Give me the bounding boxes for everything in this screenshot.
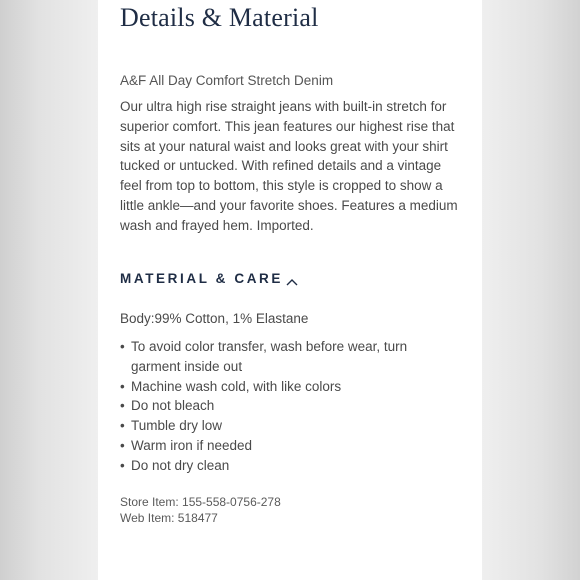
bullet: • <box>120 437 125 453</box>
list-item <box>120 377 460 397</box>
product-description: Our ultra high rise straight jeans with built-in stretch for superior comfort. This jean features our highest rise that sits at your natural waist and looks great with your shirt tucked or untucked. With refined details and a vintage feel from top to bottom, this style is cropped to show a little ankle—and your favorite shoes. Features a medium wash and frayed hem. Imported. <box>120 99 458 233</box>
list-item <box>120 416 460 436</box>
care-instruction: Warm iron if needed <box>131 437 253 453</box>
web-item-number: Web Item: 518477 <box>120 511 218 525</box>
care-instruction: Machine wash cold, with like colors <box>131 378 342 394</box>
backdrop-right <box>482 0 580 580</box>
care-instruction: Tumble dry low <box>131 418 223 434</box>
store-item-number: Store Item: 155-558-0756-278 <box>120 495 281 509</box>
material-care-header: MATERIAL & CARE <box>120 271 283 286</box>
list-item <box>120 436 460 456</box>
care-instructions-list <box>120 337 460 476</box>
material-care-toggle[interactable] <box>120 271 299 286</box>
care-instruction: Do not dry clean <box>131 457 230 473</box>
bullet: • <box>120 398 125 414</box>
material-composition: Body:99% Cotton, 1% Elastane <box>120 311 309 326</box>
bullet: • <box>120 418 125 434</box>
bullet: • <box>120 339 125 354</box>
details-panel <box>98 0 482 580</box>
backdrop-left <box>0 0 98 580</box>
product-name: A&F All Day Comfort Stretch Denim <box>120 73 334 88</box>
list-item <box>120 456 460 476</box>
list-item <box>120 396 460 416</box>
page-title: Details & Material <box>120 3 319 32</box>
care-instruction: Do not bleach <box>131 398 215 414</box>
bullet: • <box>120 378 125 394</box>
care-instruction: To avoid color transfer, wash before wear, turn garment inside out <box>131 339 408 374</box>
chevron-up-icon <box>285 274 299 284</box>
list-item <box>120 337 460 377</box>
bullet: • <box>120 457 125 473</box>
